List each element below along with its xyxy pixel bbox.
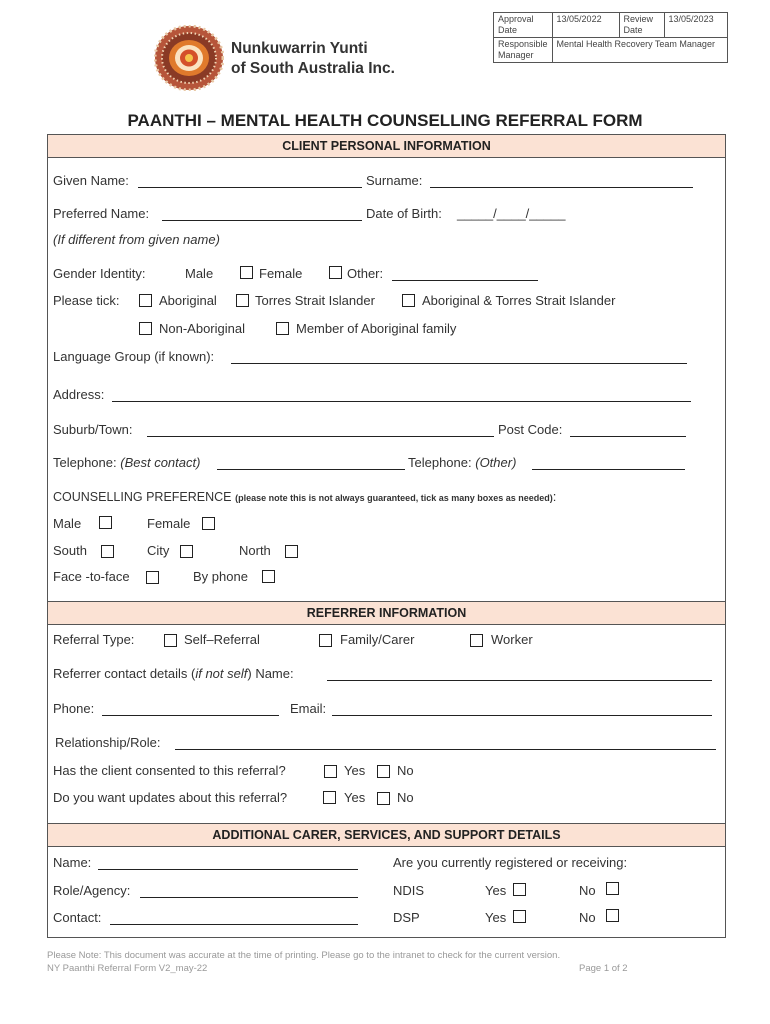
dsp-label: DSP [393, 910, 420, 925]
org-logo [154, 25, 224, 91]
pref-city-label: City [147, 543, 170, 558]
responsible-manager-value: Mental Health Recovery Team Manager [552, 38, 727, 63]
surname-field[interactable] [430, 187, 693, 188]
pref-north-checkbox[interactable] [285, 545, 298, 558]
consent-yes-checkbox[interactable] [324, 765, 337, 778]
counselling-preference-heading [53, 489, 556, 504]
telephone-other-label [408, 455, 516, 470]
suburb-field[interactable] [147, 436, 494, 437]
aboriginal-label: Aboriginal [159, 293, 217, 308]
carer-name-field[interactable] [98, 869, 358, 870]
aboriginal-family-label: Member of Aboriginal family [296, 321, 457, 336]
pref-face-checkbox[interactable] [146, 571, 159, 584]
referral-type-label: Referral Type: [53, 632, 135, 647]
carer-contact-label: Contact: [53, 910, 102, 925]
counselling-heading-note: (please note this is not always guaranteed, tick as many boxes as needed) [235, 493, 553, 503]
gender-other-field[interactable] [392, 280, 538, 281]
relationship-label: Relationship/Role: [55, 735, 161, 750]
language-field[interactable] [231, 363, 687, 364]
referrer-section-header: REFERRER INFORMATION [47, 601, 726, 625]
given-name-label: Given Name: [53, 173, 129, 188]
pref-face-label: Face -to-face [53, 569, 130, 584]
referrer-email-field[interactable] [332, 715, 712, 716]
updates-question: Do you want updates about this referral? [53, 790, 288, 805]
referrer-email-label: Email: [290, 701, 327, 716]
org-name-line1: Nunkuwarrin Yunti [231, 40, 368, 57]
tsi-checkbox[interactable] [236, 294, 249, 307]
referrer-contact-note: if not self [195, 666, 248, 681]
worker-label: Worker [491, 632, 533, 647]
carer-role-label: Role/Agency: [53, 883, 131, 898]
referrer-name-field[interactable] [327, 680, 712, 681]
dsp-yes-label: Yes [485, 910, 507, 925]
ndis-yes-label: Yes [485, 883, 507, 898]
telephone-best-field[interactable] [217, 469, 405, 470]
gender-male-label: Male [185, 266, 214, 281]
carer-role-field[interactable] [140, 897, 358, 898]
self-referral-label: Self–Referral [184, 632, 260, 647]
ndis-yes-checkbox[interactable] [513, 883, 526, 896]
counselling-heading-colon: : [552, 489, 557, 504]
ndis-no-checkbox[interactable] [606, 882, 619, 895]
aboriginal-family-checkbox[interactable] [276, 322, 289, 335]
family-carer-checkbox[interactable] [319, 634, 332, 647]
updates-yes-checkbox[interactable] [323, 791, 336, 804]
suburb-label: Suburb/Town: [53, 422, 133, 437]
preferred-name-field[interactable] [162, 220, 362, 221]
aboriginal-tsi-label: Aboriginal & Torres Strait Islander [422, 293, 616, 308]
consent-question: Has the client consented to this referral? [53, 763, 286, 778]
pref-south-checkbox[interactable] [101, 545, 114, 558]
counselling-heading-text: COUNSELLING PREFERENCE [53, 490, 232, 504]
referrer-phone-label: Phone: [53, 701, 95, 716]
worker-checkbox[interactable] [470, 634, 483, 647]
responsible-manager-label: Responsible Manager [494, 38, 553, 63]
referrer-contact-label [53, 666, 294, 681]
non-aboriginal-checkbox[interactable] [139, 322, 152, 335]
address-field[interactable] [112, 401, 691, 402]
surname-label: Surname: [366, 173, 423, 188]
telephone-other-prefix: Telephone: [408, 455, 476, 470]
self-referral-checkbox[interactable] [164, 634, 177, 647]
pref-phone-label: By phone [193, 569, 248, 584]
approval-date-label: Approval Date [494, 13, 553, 38]
postcode-label: Post Code: [498, 422, 563, 437]
review-date-label: Review Date [619, 13, 664, 38]
carer-section-header: ADDITIONAL CARER, SERVICES, AND SUPPORT DETAILS [47, 823, 726, 847]
review-date-value: 13/05/2023 [664, 13, 727, 38]
referrer-phone-field[interactable] [102, 715, 279, 716]
pref-phone-checkbox[interactable] [262, 570, 275, 583]
document-control-table [493, 12, 728, 63]
pref-female-checkbox[interactable] [202, 517, 215, 530]
dsp-no-label: No [579, 910, 596, 925]
preferred-name-label: Preferred Name: [53, 206, 150, 221]
dsp-yes-checkbox[interactable] [513, 910, 526, 923]
consent-yes-label: Yes [344, 763, 366, 778]
ndis-label: NDIS [393, 883, 425, 898]
footer-form-id: NY Paanthi Referral Form V2_may-22 [47, 963, 208, 974]
updates-no-checkbox[interactable] [377, 792, 390, 805]
gender-label: Gender Identity: [53, 266, 146, 281]
pref-city-checkbox[interactable] [180, 545, 193, 558]
telephone-other-note: (Other) [475, 455, 517, 470]
telephone-best-label [53, 455, 200, 470]
pref-female-label: Female [147, 516, 191, 531]
form-title: PAANTHI – MENTAL HEALTH COUNSELLING REFERRAL FORM [127, 111, 643, 130]
given-name-field[interactable] [138, 187, 362, 188]
telephone-other-field[interactable] [532, 469, 685, 470]
please-tick-label: Please tick: [53, 293, 120, 308]
carer-contact-field[interactable] [110, 924, 358, 925]
tsi-label: Torres Strait Islander [255, 293, 375, 308]
registered-question: Are you currently registered or receiving: [393, 855, 628, 870]
gender-female-checkbox[interactable] [240, 266, 253, 279]
carer-name-label: Name: [53, 855, 92, 870]
postcode-field[interactable] [570, 436, 686, 437]
pref-north-label: North [239, 543, 271, 558]
telephone-best-note: (Best contact) [120, 455, 201, 470]
approval-date-value: 13/05/2022 [552, 13, 619, 38]
gender-other-checkbox[interactable] [329, 266, 342, 279]
aboriginal-tsi-checkbox[interactable] [402, 294, 415, 307]
footer-note: Please Note: This document was accurate at the time of printing. Please go to the intranet to check for the current version. [47, 950, 561, 961]
gender-other-label: Other: [347, 266, 384, 281]
relationship-field[interactable] [175, 749, 716, 750]
updates-no-label: No [397, 790, 414, 805]
gender-female-label: Female [259, 266, 303, 281]
referrer-contact-prefix: Referrer contact details ( [53, 666, 196, 681]
footer-page-number: Page 1 of 2 [579, 963, 628, 974]
dob-label: Date of Birth: [366, 206, 442, 221]
client-section [47, 134, 726, 606]
address-label: Address: [53, 387, 105, 402]
org-name-line2: of South Australia Inc. [231, 60, 395, 77]
dob-field[interactable]: _____/____/_____ [457, 206, 566, 221]
language-label: Language Group (if known): [53, 349, 215, 364]
pref-south-label: South [53, 543, 87, 558]
client-section-header: CLIENT PERSONAL INFORMATION [47, 134, 726, 158]
updates-yes-label: Yes [344, 790, 366, 805]
ndis-no-label: No [579, 883, 596, 898]
pref-male-label: Male [53, 516, 82, 531]
pref-male-checkbox[interactable] [99, 516, 112, 529]
consent-no-label: No [397, 763, 414, 778]
telephone-best-prefix: Telephone: [53, 455, 121, 470]
family-carer-label: Family/Carer [340, 632, 415, 647]
preferred-name-note: (If different from given name) [53, 232, 220, 247]
consent-no-checkbox[interactable] [377, 765, 390, 778]
aboriginal-checkbox[interactable] [139, 294, 152, 307]
dsp-no-checkbox[interactable] [606, 909, 619, 922]
referrer-contact-suffix: ) Name: [247, 666, 294, 681]
non-aboriginal-label: Non-Aboriginal [159, 321, 245, 336]
